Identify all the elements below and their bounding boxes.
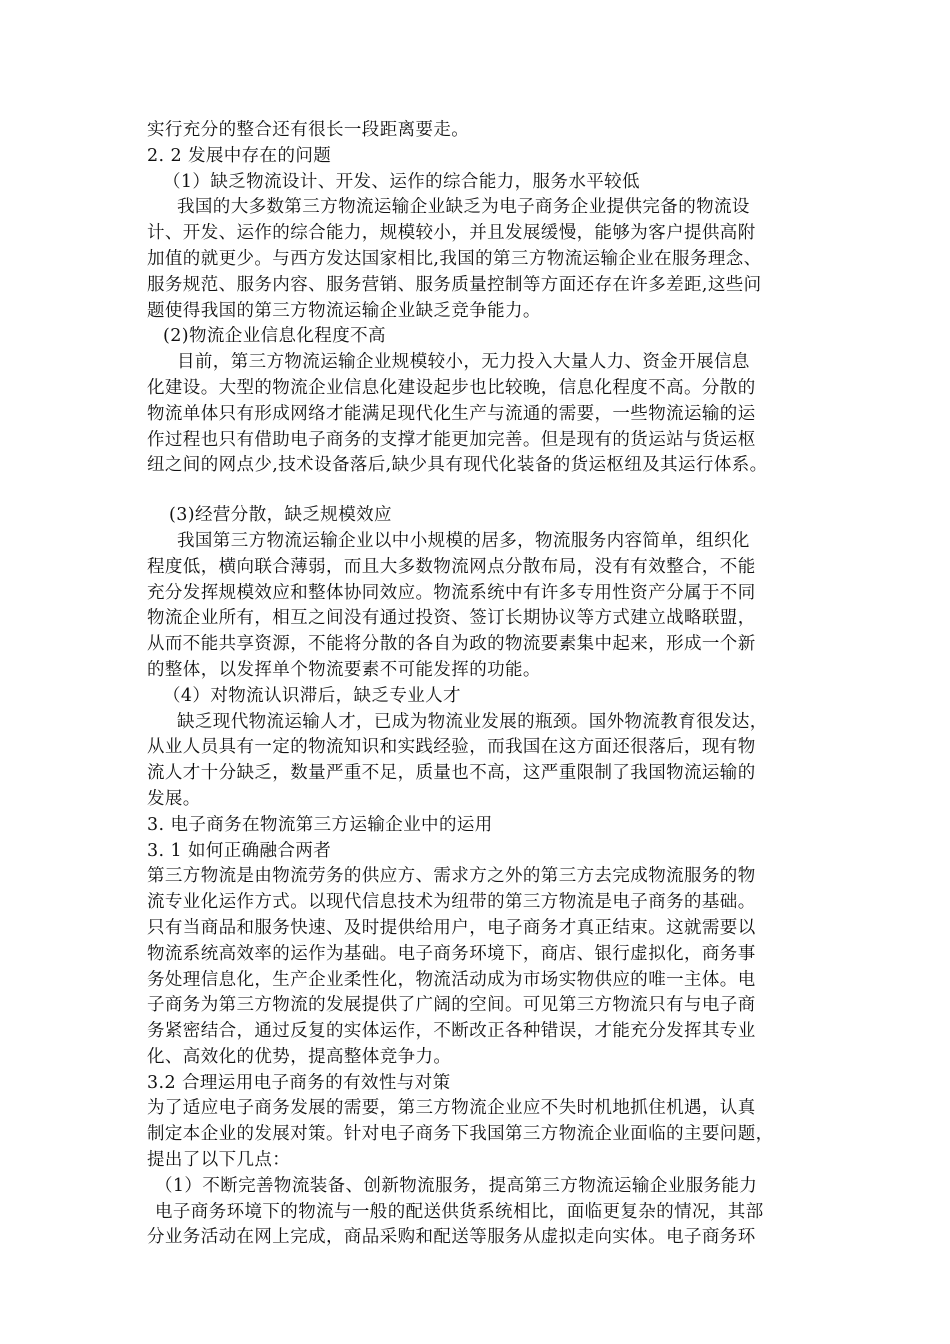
paragraph-line: 物流单体只有形成网络才能满足现代化生产与流通的需要，一些物流运输的运 [147, 403, 756, 424]
paragraph-line: 从业人员具有一定的物流知识和实践经验，而我国在这方面还很落后，现有物 [147, 737, 756, 758]
section-heading: 3. 1 如何正确融合两者 [147, 840, 332, 861]
section-heading: 3.2 合理运用电子商务的有效性与对策 [147, 1072, 451, 1093]
paragraph-line: 充分发挥规模效应和整体协同效应。物流系统中有许多专用性资产分属于不同 [147, 582, 756, 603]
paragraph-line: 流专业化运作方式。以现代信息技术为纽带的第三方物流是电子商务的基础。 [147, 892, 756, 913]
paragraph-line: 化、高效化的优势，提高整体竞争力。 [147, 1046, 452, 1067]
paragraph-line: 发展。 [147, 788, 201, 809]
paragraph-line: 子商务为第三方物流的发展提供了广阔的空间。可见第三方物流只有与电子商 [147, 995, 756, 1016]
paragraph-line: 物流企业所有，相互之间没有通过投资、签订长期协议等方式建立战略联盟， [147, 608, 756, 629]
paragraph-line: 第三方物流是由物流劳务的供应方、需求方之外的第三方去完成物流服务的物 [147, 866, 756, 887]
paragraph-line: 加值的就更少。与西方发达国家相比,我国的第三方物流运输企业在服务理念、 [147, 248, 762, 269]
paragraph-line: 程度低，横向联合薄弱，而且大多数物流网点分散布局，没有有效整合，不能 [147, 556, 756, 577]
section-heading: 2. 2 发展中存在的问题 [147, 145, 332, 166]
paragraph-line: 题使得我国的第三方物流运输企业缺乏竞争能力。 [147, 300, 541, 321]
paragraph-line: 务处理信息化，生产企业柔性化，物流活动成为市场实物供应的唯一主体。电 [147, 969, 756, 990]
subsection-heading: (3)经营分散，缺乏规模效应 [169, 505, 392, 526]
paragraph-line: 目前，第三方物流运输企业规模较小，无力投入大量人力、资金开展信息 [177, 352, 750, 373]
paragraph-line: 电子商务环境下的物流与一般的配送供货系统相比，面临更复杂的情况，其部 [155, 1201, 764, 1222]
paragraph-line: 我国的大多数第三方物流运输企业缺乏为电子商务企业提供完备的物流设 [177, 197, 750, 218]
paragraph-line: 的整体，以发挥单个物流要素不可能发挥的功能。 [147, 659, 541, 680]
subsection-heading: （1）不断完善物流装备、创新物流服务，提高第三方物流运输企业服务能力 [155, 1175, 758, 1196]
paragraph-line: 从而不能共享资源，不能将分散的各自为政的物流要素集中起来，形成一个新 [147, 634, 756, 655]
paragraph-line: 流人才十分缺乏，数量严重不足，质量也不高，这严重限制了我国物流运输的 [147, 763, 756, 784]
paragraph-line: 计、开发、运作的综合能力，规模较小，并且发展缓慢，能够为客户提供高附 [147, 223, 756, 244]
document-body [147, 118, 827, 1251]
text-line: 实行充分的整合还有很长一段距离要走。 [147, 120, 470, 140]
paragraph-line: 我国第三方物流运输企业以中小规模的居多，物流服务内容简单，组织化 [177, 530, 750, 551]
paragraph-line: 务紧密结合，通过反复的实体运作，不断改正各种错误，才能充分发挥其专业 [147, 1021, 756, 1042]
paragraph-line: 服务规范、服务内容、服务营销、服务质量控制等方面还存在许多差距,这些问 [147, 274, 762, 295]
paragraph-line: 物流系统高效率的运作为基础。电子商务环境下，商店、银行虚拟化，商务事 [147, 943, 756, 964]
section-heading: 3. 电子商务在物流第三方运输企业中的运用 [147, 814, 493, 835]
paragraph-line: 为了适应电子商务发展的需要，第三方物流企业应不失时机地抓住机遇，认真 [147, 1098, 756, 1119]
paragraph-line: 作过程也只有借助电子商务的支撑才能更加完善。但是现有的货运站与货运枢 [147, 429, 756, 450]
paragraph-line: 纽之间的网点少,技术设备落后,缺少具有现代化装备的货运枢纽及其运行体系。 [147, 455, 768, 476]
paragraph-line: 只有当商品和服务快速、及时提供给用户，电子商务才真正结束。这就需要以 [147, 917, 756, 938]
paragraph-line: 缺乏现代物流运输人才，已成为物流业发展的瓶颈。国外物流教育很发达， [177, 711, 768, 732]
blank-line [147, 479, 827, 503]
paragraph-line: 提出了以下几点： [147, 1150, 291, 1171]
subsection-heading: (2)物流企业信息化程度不高 [163, 326, 386, 347]
subsection-heading: （1）缺乏物流设计、开发、运作的综合能力，服务水平较低 [163, 171, 640, 192]
paragraph-line: 制定本企业的发展对策。针对电子商务下我国第三方物流企业面临的主要问题， [147, 1124, 774, 1145]
subsection-heading: （4）对物流认识滞后，缺乏专业人才 [163, 685, 461, 706]
paragraph-line: 分业务活动在网上完成，商品采购和配送等服务从虚拟走向实体。电子商务环 [147, 1227, 756, 1248]
paragraph-line: 化建设。大型的物流企业信息化建设起步也比较晚，信息化程度不高。分散的 [147, 377, 756, 398]
